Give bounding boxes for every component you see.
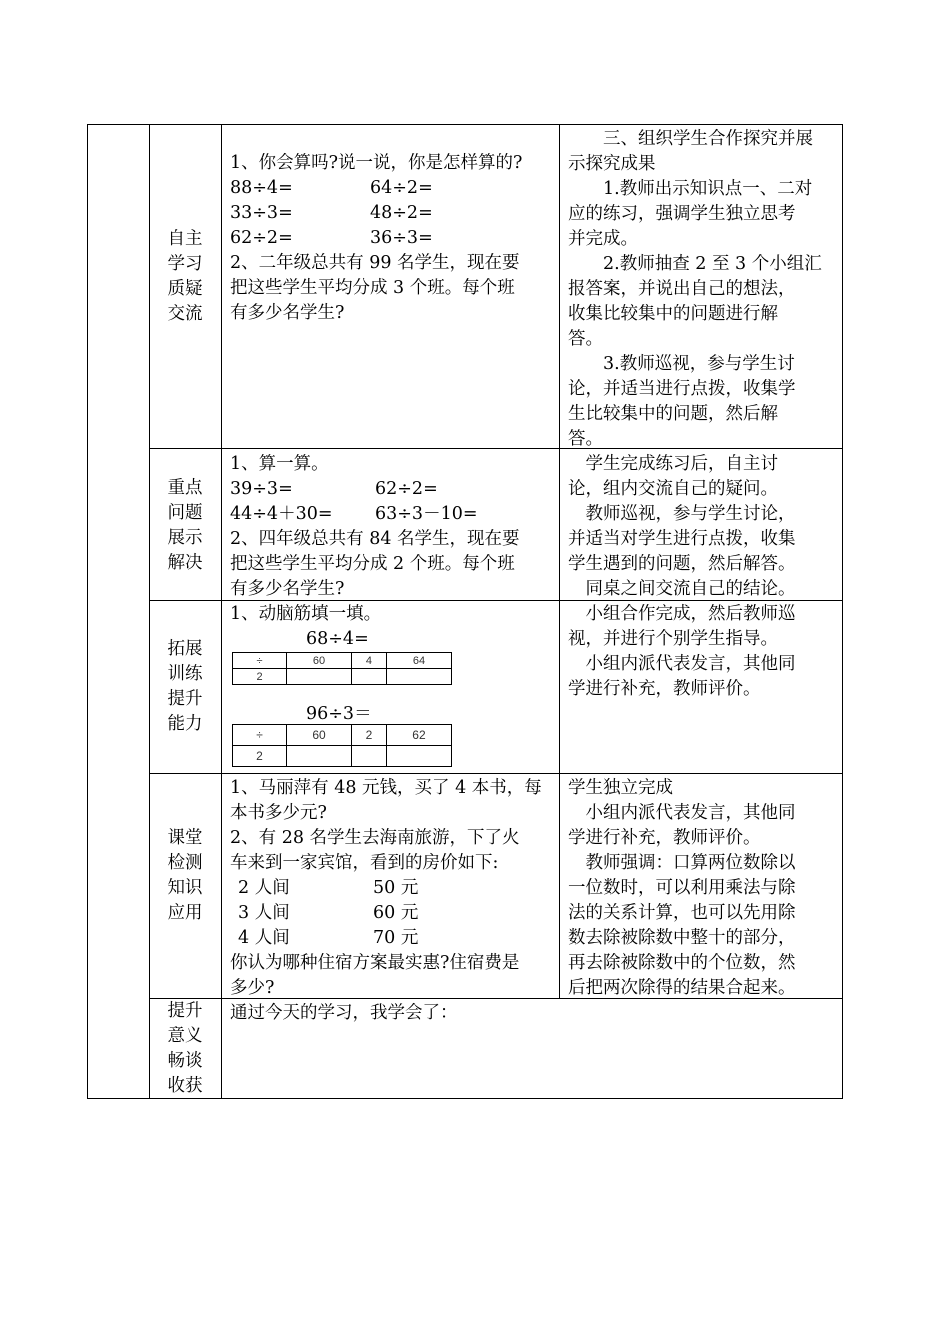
row-divider <box>149 773 843 774</box>
section-content: 1、动脑筋填一填。 <box>230 604 382 624</box>
fill-in-table: ÷ 60 2 62 2 <box>232 724 452 767</box>
section-content: 1、马丽萍有 48 元钱，买了 4 本书，每 本书多少元? 2、有 28 名学生去海南旅游，下了火 车来到一家宾馆，看到的房价如下: 2 人间 50 元 3 人间 60 元 4 人间 70 元 你认为哪种住宿方案最实惠?住宿费是 多少? <box>230 778 542 998</box>
division-expression: 96÷3＝ <box>306 704 372 724</box>
table-divider <box>559 124 560 998</box>
table-border-top <box>87 124 843 125</box>
answer-cell[interactable] <box>287 669 352 685</box>
answer-cell[interactable] <box>287 746 352 767</box>
section-label: 拓展 训练 提升 能力 <box>167 639 203 734</box>
section-content: 1、算一算。 39÷3= 62÷2= 44÷4＋30= 63÷3－10= 2、四年级总共有 84 名学生，现在要 把这些学生平均分成 2 个班。每个班 有多少名学生? <box>230 454 520 599</box>
division-expression: 68÷4= <box>306 629 369 649</box>
table-divider <box>221 124 222 1099</box>
section-label: 课堂 检测 知识 应用 <box>167 828 203 923</box>
section-label: 自主 学习 质疑 交流 <box>167 229 203 324</box>
teacher-notes: 小组合作完成，然后教师巡 视，并进行个别学生指导。 小组内派代表发言，其他同 学进行补充，教师评价。 <box>568 604 796 699</box>
teacher-notes: 学生完成练习后，自主讨 论，组内交流自己的疑问。 教师巡视，参与学生讨论， 并适当对学生进行点拨，收集 学生遇到的问题，然后解答。 同桌之间交流自己的结论。 <box>568 454 796 599</box>
teacher-notes: 学生独立完成 小组内派代表发言，其他同 学进行补充，教师评价。 教师强调：口算两位数除以 一位数时，可以利用乘法与除 法的关系计算，也可以先用除 数去除被除数中整十的部分， 再去除被除数中的个位数，然 后把两次除得的结果合起来。 <box>568 778 796 998</box>
table-border-left <box>87 124 88 1099</box>
answer-cell[interactable] <box>352 746 387 767</box>
fill-in-table: ÷ 60 4 64 2 <box>232 652 452 685</box>
section-label: 提升 意义 畅谈 收获 <box>167 1001 203 1096</box>
table-border-right <box>842 124 843 1099</box>
answer-cell[interactable] <box>386 669 451 685</box>
answer-cell[interactable] <box>352 669 387 685</box>
answer-cell[interactable] <box>386 746 451 767</box>
section-label: 重点 问题 展示 解决 <box>167 478 203 573</box>
teacher-notes: 三、组织学生合作探究并展 示探究成果 1.教师出示知识点一、二对 应的练习，强调学生独立思考 并完成。 2.教师抽查 2 至 3 个小组汇 报答案，并说出自己的想法， 收集比较集中的问题进行解 答。 3.教师巡视，参与学生讨 论，并适当进行点拨，收集学 生比较集中的问题，然后解 答。 <box>568 129 822 449</box>
section-content: 通过今天的学习，我学会了： <box>230 1003 458 1023</box>
section-content: 1、你会算吗?说一说，你是怎样算的? 88÷4= 64÷2= 33÷3= 48÷2= 62÷2= 36÷3= 2、二年级总共有 99 名学生，现在要 把这些学生平均分成 3 个班。每个班 有多少名学生? <box>230 153 523 323</box>
